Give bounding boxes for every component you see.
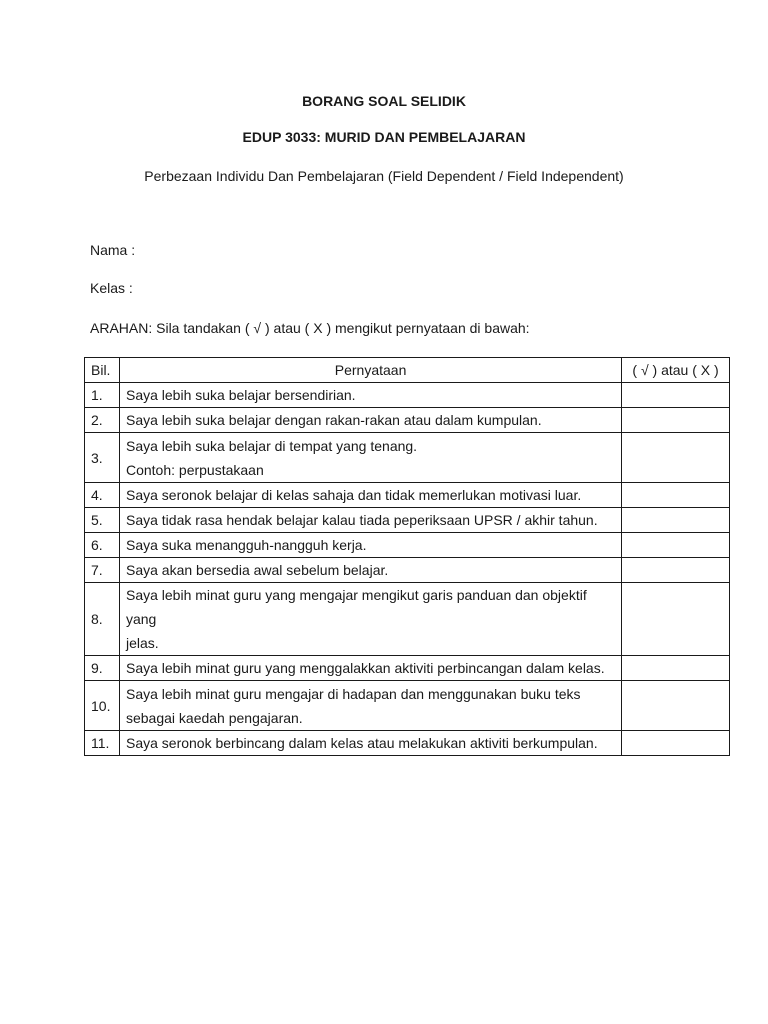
- statement-line: sebagai kaedah pengajaran.: [125, 709, 303, 726]
- row-statement: [119, 408, 621, 433]
- header-mark: ( √ ) atau ( X ): [622, 358, 730, 383]
- row-statement: [119, 558, 621, 583]
- course-title: EDUP 3033: MURID DAN PEMBELAJARAN: [242, 129, 526, 145]
- table-row: [85, 383, 730, 408]
- row-statement: [119, 383, 621, 408]
- row-statement: [119, 731, 621, 756]
- statement-line: jelas.: [125, 635, 159, 651]
- statement-line: Saya suka menangguh-nangguh kerja.: [125, 537, 367, 553]
- table-row: [85, 681, 730, 731]
- statement-line: Saya lebih suka belajar bersendirian.: [125, 387, 356, 403]
- mark-cell[interactable]: [622, 483, 730, 508]
- nama-label: Nama :: [90, 242, 136, 258]
- nama-field[interactable]: [90, 242, 135, 258]
- statement-line: Saya akan bersedia awal sebelum belajar.: [125, 562, 389, 578]
- row-statement: [119, 656, 621, 681]
- table-row: [85, 583, 730, 656]
- mark-cell[interactable]: [622, 383, 730, 408]
- row-number: 9.: [85, 656, 120, 681]
- kelas-label: Kelas :: [90, 280, 133, 296]
- mark-cell[interactable]: [622, 408, 730, 433]
- statement-line: Saya seronok berbincang dalam kelas atau melakukan aktiviti berkumpulan.: [125, 735, 598, 751]
- row-number: 4.: [85, 483, 120, 508]
- statement-line: Contoh: perpustakaan: [125, 461, 264, 478]
- row-number: 8.: [85, 583, 120, 656]
- mark-cell[interactable]: [622, 533, 730, 558]
- questionnaire-table: [84, 357, 730, 756]
- row-statement: [119, 681, 621, 731]
- row-number: 11.: [85, 731, 120, 756]
- mark-cell[interactable]: [622, 681, 730, 731]
- row-number: 2.: [85, 408, 120, 433]
- mark-cell[interactable]: [622, 433, 730, 483]
- row-number: 7.: [85, 558, 120, 583]
- header-bil: Bil.: [85, 358, 120, 383]
- row-statement: [119, 583, 621, 656]
- row-statement: [119, 483, 621, 508]
- statement-line: Saya tidak rasa hendak belajar kalau tiada peperiksaan UPSR / akhir tahun.: [125, 512, 598, 528]
- table-row: [85, 508, 730, 533]
- row-statement: [119, 533, 621, 558]
- statement-line: Saya lebih suka belajar di tempat yang tenang.: [125, 437, 418, 454]
- table-row: [85, 483, 730, 508]
- row-number: 1.: [85, 383, 120, 408]
- document-title: BORANG SOAL SELIDIK: [302, 93, 466, 109]
- mark-cell[interactable]: [622, 656, 730, 681]
- document-subtitle: Perbezaan Individu Dan Pembelajaran (Field Dependent / Field Independent): [144, 168, 624, 184]
- table-row: [85, 731, 730, 756]
- mark-cell[interactable]: [622, 558, 730, 583]
- statement-line: Saya lebih minat guru yang menggalakkan aktiviti perbincangan dalam kelas.: [125, 660, 605, 676]
- row-number: 5.: [85, 508, 120, 533]
- table-row: [85, 408, 730, 433]
- mark-cell[interactable]: [622, 583, 730, 656]
- table-row: [85, 433, 730, 483]
- row-number: 3.: [85, 433, 120, 483]
- row-number: 10.: [85, 681, 120, 731]
- instruction-text: ARAHAN: Sila tandakan ( √ ) atau ( X ) mengikut pernyataan di bawah:: [90, 320, 530, 336]
- statement-line: Saya lebih minat guru yang mengajar mengikut garis panduan dan objektif yang: [125, 587, 587, 627]
- row-statement: [119, 433, 621, 483]
- mark-cell[interactable]: [622, 731, 730, 756]
- kelas-field[interactable]: [90, 280, 133, 296]
- row-statement: [119, 508, 621, 533]
- mark-cell[interactable]: [622, 508, 730, 533]
- table-row: [85, 656, 730, 681]
- header-pernyataan: Pernyataan: [119, 358, 621, 383]
- row-number: 6.: [85, 533, 120, 558]
- table-body: [85, 383, 730, 756]
- statement-line: Saya seronok belajar di kelas sahaja dan tidak memerlukan motivasi luar.: [125, 487, 582, 503]
- statement-line: Saya lebih suka belajar dengan rakan-rakan atau dalam kumpulan.: [125, 412, 542, 428]
- statement-line: Saya lebih minat guru mengajar di hadapan dan menggunakan buku teks: [125, 685, 581, 702]
- table-row: [85, 558, 730, 583]
- table-header-row: [85, 358, 730, 383]
- table-row: [85, 533, 730, 558]
